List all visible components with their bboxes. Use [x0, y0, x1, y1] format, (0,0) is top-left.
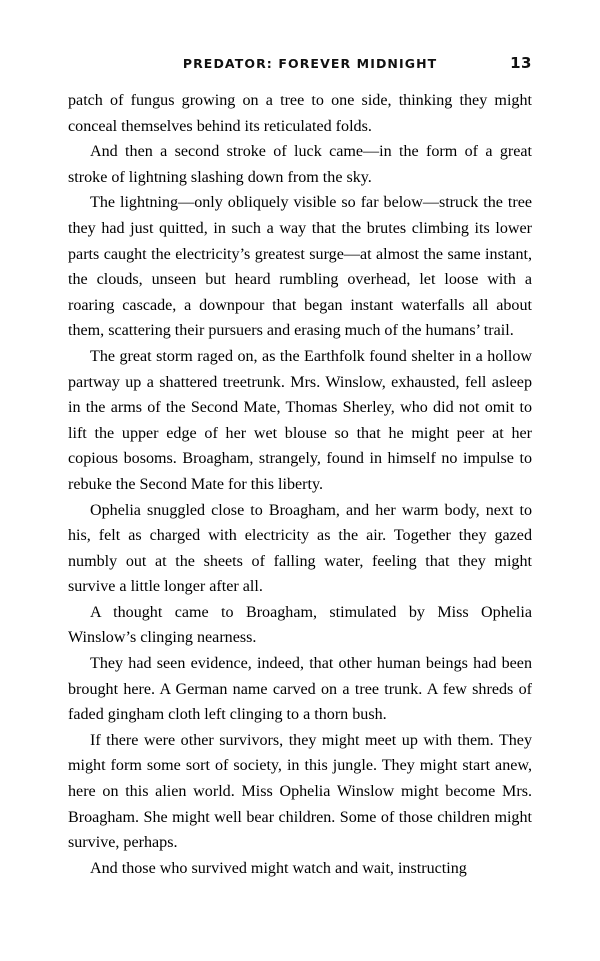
page-number: 13	[510, 54, 532, 72]
paragraph: And those who survived might watch and wait, instructing	[90, 859, 467, 877]
paragraph: And then a second stroke of luck came—in the form of a great stroke of lightning slashing down from the sky.	[68, 143, 532, 186]
body-text	[68, 88, 532, 881]
running-head	[68, 54, 532, 72]
running-title: PREDATOR: FOREVER MIDNIGHT	[182, 56, 438, 71]
paragraph: The great storm raged on, as the Earthfolk found shelter in a hollow partway up a shattered treetrunk. Mrs. Winslow, exhausted, fell asleep in the arms of the Second Mate, Thomas Sherley, who did not omit to lift the upper edge of her wet blouse so that he might peer at her copious bosoms. Broagham, strangely, found in himself no impulse to rebuke the Second Mate for this liberty.	[68, 347, 532, 493]
paragraph: They had seen evidence, indeed, that other human beings had been brought here. A German name carved on a tree trunk. A few shreds of faded gingham cloth left clinging to a thorn bush.	[68, 655, 532, 724]
paragraph: The lightning—only obliquely visible so far below—struck the tree they had just quitted, in such a way that the brutes climbing its lower parts caught the electricity’s greatest surge—at almost the same instant, the clouds, unseen but heard rumbling overhead, let loose with a roaring cascade, a downpour that began instant waterfalls all about them, scattering their pursuers and erasing much of the humans’ trail.	[68, 194, 532, 340]
paragraph: patch of fungus growing on a tree to one side, thinking they might conceal themselves behind its reticulated folds.	[68, 92, 532, 135]
paragraph: Ophelia snuggled close to Broagham, and her warm body, next to his, felt as charged with electricity as the air. Together they gazed numbly out at the sheets of falling water, feeling that they might survive a little longer after all.	[68, 501, 532, 596]
paragraph: If there were other survivors, they might meet up with them. They might form some sort of society, in this jungle. They might start anew, here on this alien world. Miss Ophelia Winslow might become Mrs. Broagham. She might well bear children. Some of those children might survive, perhaps.	[68, 731, 532, 852]
paragraph: A thought came to Broagham, stimulated by Miss Ophelia Winslow’s clinging nearness.	[68, 603, 532, 647]
